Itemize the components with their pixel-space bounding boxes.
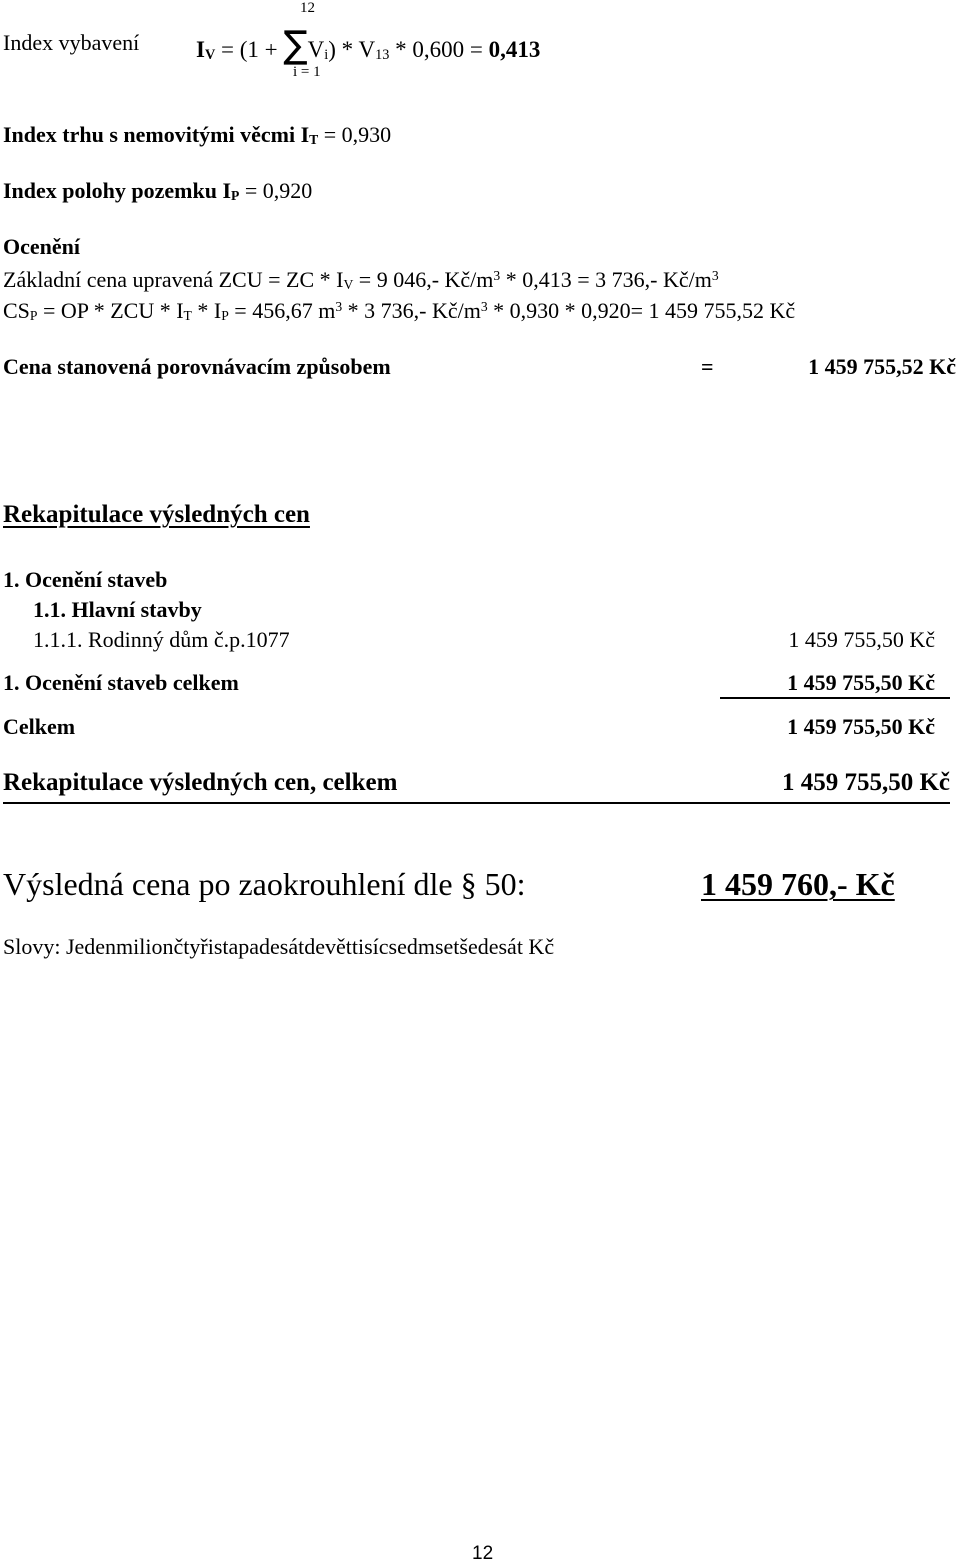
index-polohy-line [3, 178, 312, 204]
zcu-line [3, 267, 719, 293]
rekap-celkem-1-label: 1. Ocenění staveb celkem [3, 670, 239, 695]
index-trhu-value: = 0,930 [318, 122, 392, 147]
rekapitulace-heading: Rekapitulace výsledných cen [3, 501, 310, 528]
slovy-line: Slovy: Jedenmiliončtyřistapadesátdevěttisícsedmsetšedesát Kč [3, 934, 555, 959]
rekap-1-1-1: 1.1.1. Rodinný dům č.p.1077 [33, 627, 290, 652]
rekap-celkem-1-value: 1 459 755,50 Kč [787, 670, 935, 695]
formula-coef: * 0,600 = [389, 37, 489, 62]
formula-I: I [196, 37, 205, 62]
index-vybaveni-label: Index vybavení [3, 30, 140, 55]
celkem-1-rule [720, 697, 950, 699]
formula-13-sub: 13 [375, 47, 390, 64]
cena-stanovena-value: 1 459 755,52 Kč [808, 354, 956, 379]
index-polohy-text: Index polohy pozemku I [3, 178, 232, 203]
formula-result: 0,413 [488, 37, 541, 62]
cs-line: $CS_P$ = OP * ZCU * $I_T * I_P = 456,67$ $m^3 * 3$ 736,- $Kč/m^3 * 0,930 * 0,920= 1$ 459 755,52 Kč [3, 298, 796, 324]
cena-stanovena-label: Cena stanovená porovnávacím způsobem [3, 354, 391, 379]
zcu-zc: = 9 046,- Kč/m [353, 267, 494, 292]
zcu-sup1: 3 [493, 267, 501, 283]
zcu-sub: V [343, 277, 354, 293]
index-trhu-text: Index trhu s nemovitými věcmi I [3, 122, 310, 147]
vysledna-cena-value: 1 459 760,- Kč [701, 866, 895, 902]
rekap-1-1: 1.1. Hlavní stavby [33, 597, 202, 622]
cena-stanovena-eq: = [701, 354, 714, 379]
rekap-1-1-1-value: 1 459 755,50 Kč [788, 627, 935, 652]
oceneni-heading: Ocenění [3, 234, 80, 259]
rekap-celkem-value: 1 459 755,50 Kč [787, 714, 935, 739]
zcu-sup2: 3 [711, 267, 719, 283]
index-vybaveni-formula [196, 23, 541, 67]
formula-i-sub: i [324, 47, 329, 64]
sum-symbol: ∑ [283, 23, 308, 67]
formula-open: = (1 + [215, 37, 284, 62]
zcu-result: * 0,413 = 3 736,- Kč/m [500, 267, 712, 292]
index-trhu-line [3, 122, 391, 148]
formula-close: ) * V [328, 37, 376, 62]
sum-upper-limit: 12 [300, 0, 315, 16]
vysledna-cena-label: Výsledná cena po zaokrouhlení dle § 50: [3, 866, 526, 902]
formula-V-sub: V [204, 47, 216, 64]
total-rule [3, 802, 950, 804]
sum-lower-limit: i = 1 [293, 64, 321, 80]
formula-Vi: V [307, 37, 325, 62]
rekap-1: 1. Ocenění staveb [3, 567, 168, 592]
index-trhu-sub: T [309, 132, 319, 148]
rekap-celkem-label: Celkem [3, 714, 76, 739]
rekap-total-label: Rekapitulace výsledných cen, celkem [3, 769, 398, 796]
index-polohy-value: = 0,920 [239, 178, 313, 203]
page-number: 12 [472, 1543, 494, 1564]
index-polohy-sub: P [231, 188, 240, 204]
rekap-total-value: 1 459 755,50 Kč [781, 769, 950, 796]
zcu-text: Základní cena upravená ZCU = ZC * I [3, 267, 344, 292]
